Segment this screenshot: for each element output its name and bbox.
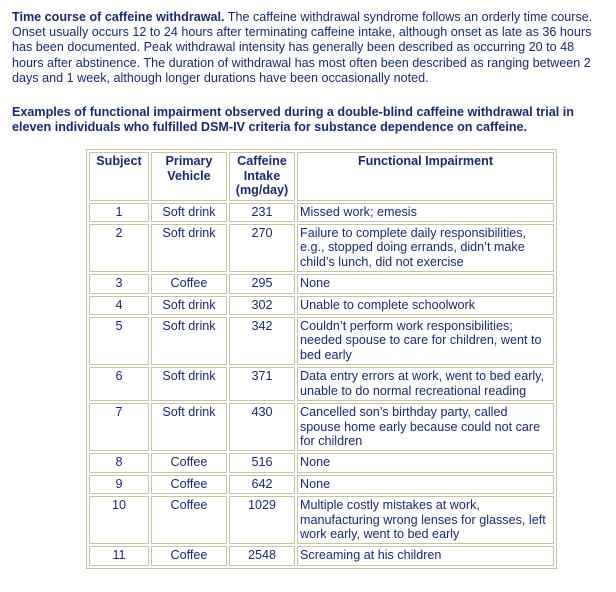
cell-vehicle: Soft drink [151, 203, 227, 222]
cell-impairment: Screaming at his children [297, 546, 554, 565]
cell-impairment: None [297, 274, 554, 293]
header-intake-line2: Intake [243, 168, 281, 183]
cell-subject: 1 [89, 203, 149, 222]
table-row [89, 203, 554, 222]
header-vehicle-line2: Vehicle [167, 168, 211, 183]
cell-intake: 642 [229, 475, 295, 494]
cell-vehicle: Coffee [151, 274, 227, 293]
cell-subject: 5 [89, 317, 149, 365]
cell-subject: 7 [89, 403, 149, 451]
header-intake-line3: (mg/day) [235, 183, 289, 198]
cell-vehicle: Coffee [151, 475, 227, 494]
cell-impairment: Multiple costly mistakes at work, manufacturing wrong lenses for glasses, left work early, went to bed early [297, 496, 554, 544]
table-row [89, 546, 554, 565]
table-row [89, 296, 554, 315]
table-row [89, 224, 554, 272]
cell-vehicle: Soft drink [151, 367, 227, 401]
cell-impairment: Unable to complete schoolwork [297, 296, 554, 315]
cell-impairment: None [297, 453, 554, 472]
table-row [89, 403, 554, 451]
table-row [89, 367, 554, 401]
cell-vehicle: Soft drink [151, 403, 227, 451]
cell-vehicle: Soft drink [151, 296, 227, 315]
header-vehicle-line1: Primary [165, 154, 213, 169]
intro-lead: Time course of caffeine withdrawal. [12, 10, 225, 24]
cell-intake: 342 [229, 317, 295, 365]
cell-subject: 3 [89, 274, 149, 293]
cell-vehicle: Coffee [151, 453, 227, 472]
cell-subject: 10 [89, 496, 149, 544]
cell-vehicle: Coffee [151, 546, 227, 565]
table-header-row [89, 152, 554, 200]
cell-intake: 231 [229, 203, 295, 222]
cell-impairment: Cancelled son’s birthday party, called spouse home early because could not care for children [297, 403, 554, 451]
cell-subject: 9 [89, 475, 149, 494]
header-subject: Subject [89, 152, 149, 200]
cell-impairment: Missed work; emesis [297, 203, 554, 222]
cell-subject: 11 [89, 546, 149, 565]
cell-intake: 516 [229, 453, 295, 472]
cell-vehicle: Soft drink [151, 224, 227, 272]
cell-impairment: None [297, 475, 554, 494]
impairment-table [86, 149, 557, 568]
cell-subject: 6 [89, 367, 149, 401]
cell-vehicle: Soft drink [151, 317, 227, 365]
cell-intake: 2548 [229, 546, 295, 565]
header-impairment: Functional Impairment [297, 152, 554, 200]
table-row [89, 317, 554, 365]
header-intake-line1: Caffeine [237, 154, 287, 169]
intro-paragraph [12, 10, 604, 86]
table-caption: Examples of functional impairment observed during a double-blind caffeine withdrawal trial in eleven individuals who fulfilled DSM-IV criteria for substance dependence on caffeine. [12, 105, 574, 135]
table-row [89, 475, 554, 494]
table-body [89, 203, 554, 566]
cell-subject: 4 [89, 296, 149, 315]
cell-intake: 270 [229, 224, 295, 272]
table-row [89, 453, 554, 472]
cell-intake: 430 [229, 403, 295, 451]
cell-intake: 302 [229, 296, 295, 315]
cell-intake: 371 [229, 367, 295, 401]
cell-subject: 8 [89, 453, 149, 472]
table-row [89, 274, 554, 293]
cell-impairment: Data entry errors at work, went to bed early, unable to do normal recreational reading [297, 367, 554, 401]
cell-impairment: Failure to complete daily responsibilities, e.g., stopped doing errands, didn’t make child’s lunch, did not exercise [297, 224, 554, 272]
intro-text: The caffeine withdrawal syndrome follows an orderly time course. Onset usually occurs 12 to 24 hours after terminating caffeine intake, although onset as late as 36 hours has been documented. Peak withdrawal intensity has generally been described as occurring 20 to 48 hours after abstinence. The duration of withdrawal has most often been described as ranging between 2 days and 1 week, although longer durations have been occasionally noted. [12, 10, 593, 85]
cell-vehicle: Coffee [151, 496, 227, 544]
header-intake [229, 152, 295, 200]
cell-intake: 1029 [229, 496, 295, 544]
table-row [89, 496, 554, 544]
header-vehicle [151, 152, 227, 200]
cell-impairment: Couldn’t perform work responsibilities; needed spouse to care for children, went to bed early [297, 317, 554, 365]
cell-intake: 295 [229, 274, 295, 293]
cell-subject: 2 [89, 224, 149, 272]
